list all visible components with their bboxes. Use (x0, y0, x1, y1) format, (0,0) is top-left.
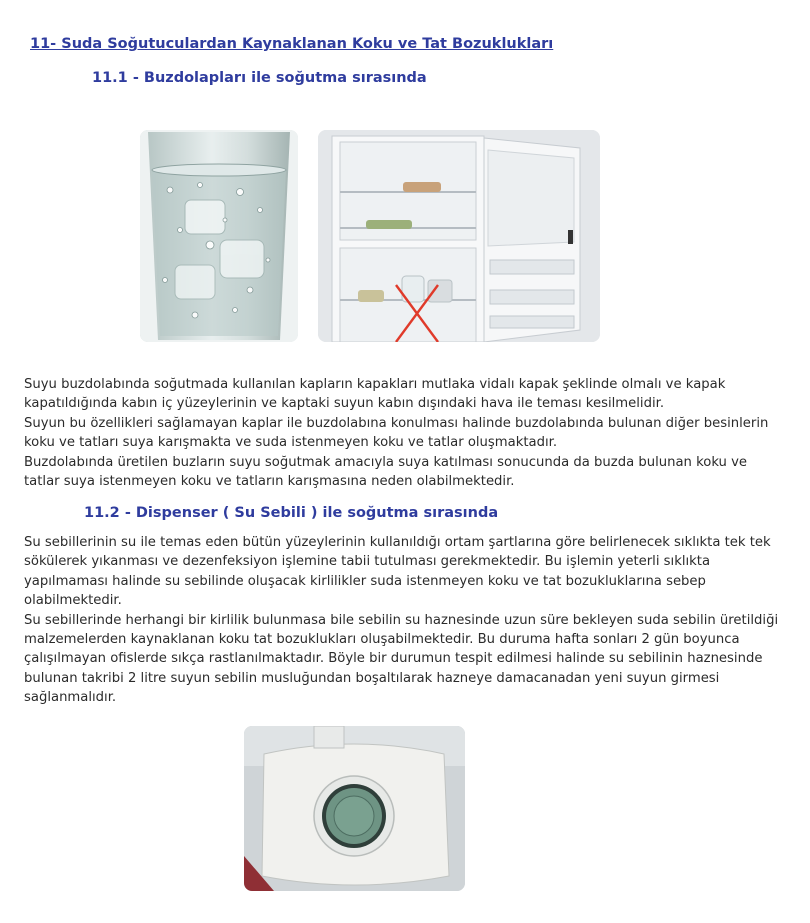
water-dispenser-image (244, 726, 465, 891)
section-2-title: 11.2 - Dispenser ( Su Sebili ) ile soğutma sırasında (84, 505, 499, 521)
paragraph-line: Suyun bu özellikleri sağlamayan kaplar ile buzdolabına konulması halinde buzdolabında bulunan diğer besinlerin koku ve tatları suya karışmakta ve suda istenmeyen koku ve tatlar oluşmaktadır. (24, 415, 769, 451)
paragraph-line: Buzdolabında üretilen buzların suyu soğutmak amacıyla suya katılması sonucunda da buzda bulunan koku ve tatlar suya istenmeyen koku ve tatların karışmasına neden olabilmektedir. (24, 454, 748, 490)
section-1-title: 11.1 - Buzdolapları ile soğutma sırasında (92, 70, 427, 86)
paragraph-line: Su sebillerinin su ile temas eden bütün yüzeylerinin kullanıldığı ortam şartlarına göre belirlenecek sıklıkta tek tek sökülerek yıkanması ve dezenfeksiyon işlemine tabii tutulması gerekmektedir. Bu işlemin yeterli sıklıkta yapılmaması halinde su sebilinde oluşacak kirlilikler suda istenmeyen koku ve tat bozukluklarına sebep olabilmektedir. (24, 535, 771, 609)
paragraph-line: Su sebillerinde herhangi bir kirlilik bulunmasa bile sebilin su haznesinde uzun süre bekleyen suda sebilin üretildiği malzemelerden kaynaklanan koku tat bozuklukları oluşabilmektedir. Bu duruma hafta sonları 2 gün boyunca çalışılmayan ofislerde sıkça rastlanılmaktadır. Böyle bir durumun tespit edilmesi halinde su sebilinin haznesinde bulunan takribi 2 litre suyun sebilin musluğundan boşaltılarak hazneye damacanadan yeni suyun girmesi sağlanmalıdır. (24, 612, 779, 706)
open-refrigerator-image (318, 130, 600, 342)
page-heading[interactable]: 11- Suda Soğutuculardan Kaynaklanan Koku ve Tat Bozuklukları (30, 36, 554, 52)
section-1-paragraph (24, 375, 784, 491)
section-2-paragraph (24, 533, 784, 708)
paragraph-line: Suyu buzdolabında soğutmada kullanılan kapların kapakları mutlaka vidalı kapak şeklinde olmalı ve kapak kapatıldığında kabın iç yüzeylerinin ve kaptaki suyun kabın dışındaki hava ile teması kesilmelidir. (24, 377, 726, 412)
glass-of-water-image (140, 130, 298, 342)
